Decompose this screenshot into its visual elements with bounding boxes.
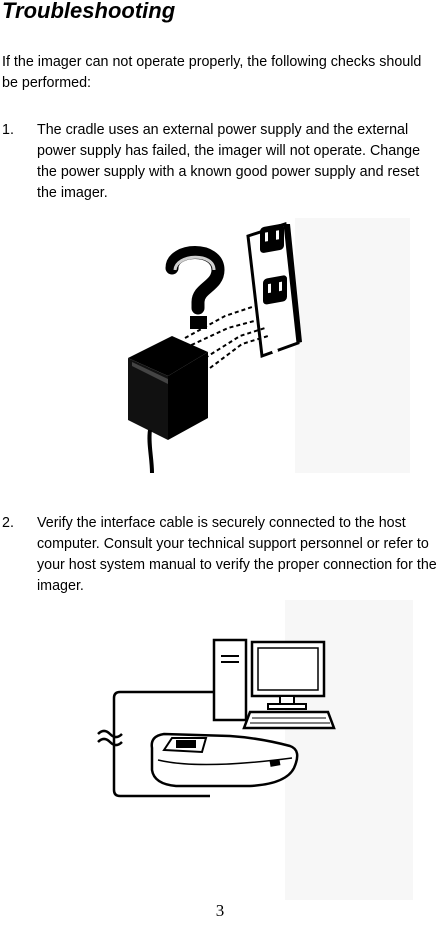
item-2-number: 2. (2, 515, 14, 531)
page-number: 3 (215, 901, 225, 920)
keyboard-icon (244, 712, 334, 728)
cradle-icon (152, 734, 297, 786)
host-connection-figure (80, 600, 413, 900)
computer-tower-icon (214, 640, 246, 720)
page-title: Troubleshooting (2, 0, 176, 23)
item-1-number: 1. (2, 122, 14, 138)
item-2-text: Verify the interface cable is securely connected to the host computer. Consult your technical support personnel or refer to your host system manual to verify the proper connection for the imager. (37, 515, 437, 594)
power-supply-figure (110, 218, 410, 473)
figure-background-shade (295, 218, 410, 473)
intro-paragraph: If the imager can not operate properly, the following checks should be performed: (2, 54, 422, 91)
item-1-text: The cradle uses an external power supply and the external power supply has failed, the imager will not operate. Change the power supply with a known good power supply and reset the imager. (37, 122, 421, 201)
